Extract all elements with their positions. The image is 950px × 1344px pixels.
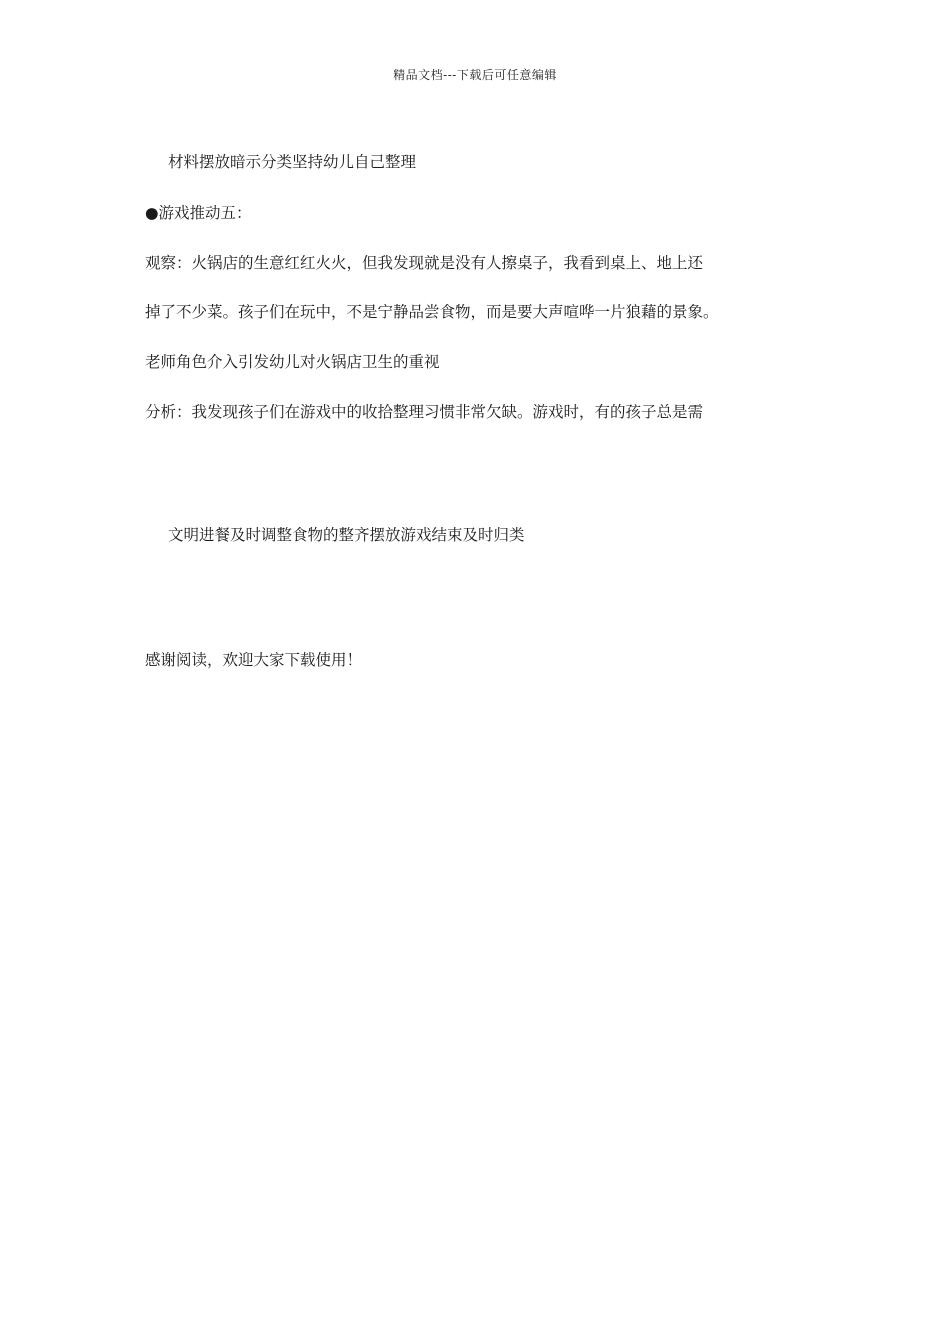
text-line-analysis: 分析：我发现孩子们在游戏中的收拾整理习惯非常欠缺。游戏时，有的孩子总是需 bbox=[145, 403, 704, 421]
text-line-thanks: 感谢阅读，欢迎大家下载使用！ bbox=[145, 651, 363, 669]
text-line-teacher-role: 老师角色介入引发幼儿对火锅店卫生的重视 bbox=[145, 353, 440, 371]
text-line-civilized-dining: 文明进餐及时调整食物的整齐摆放游戏结束及时归类 bbox=[168, 526, 525, 544]
page-header: 精品文档---下载后可任意编辑 bbox=[393, 68, 557, 82]
text-line-heading: ●游戏推动五： bbox=[145, 204, 252, 222]
text-line-observation-cont: 掉了不少菜。孩子们在玩中，不是宁静品尝食物，而是要大声喧哗一片狼藉的景象。 bbox=[145, 303, 719, 321]
text-line-materials: 材料摆放暗示分类坚持幼儿自己整理 bbox=[168, 153, 417, 171]
text-line-observation: 观察：火锅店的生意红红火火，但我发现就是没有人擦桌子，我看到桌上、地上还 bbox=[145, 254, 704, 272]
